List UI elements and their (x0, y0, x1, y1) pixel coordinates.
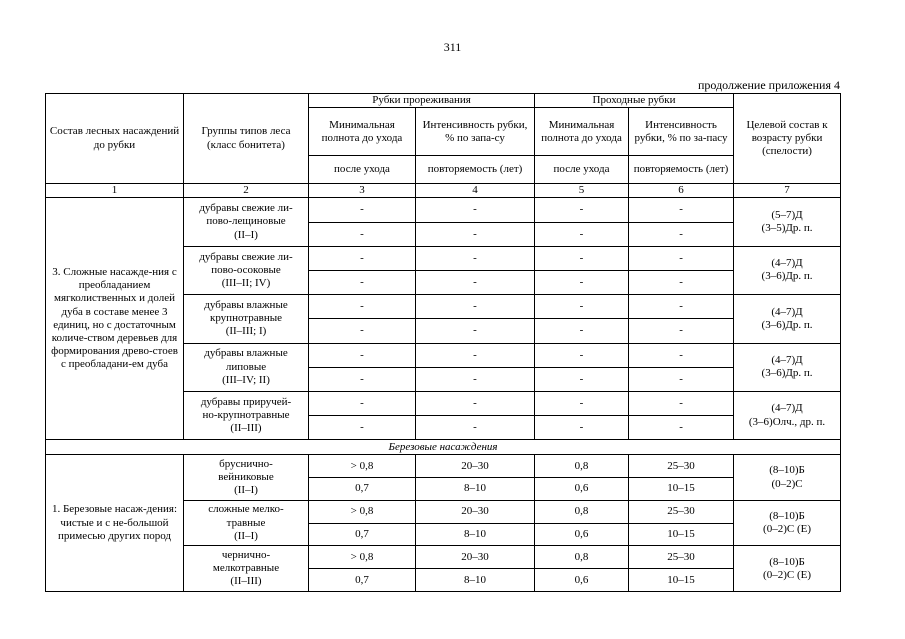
value-cell: - (535, 319, 629, 343)
value-cell: 8–10 (416, 523, 535, 546)
value-cell: - (535, 416, 629, 440)
target-composition-cell: (8–10)Б (0–2)С (Е) (734, 500, 841, 546)
value-cell: - (309, 367, 416, 391)
value-cell: - (416, 295, 535, 319)
value-cell: - (629, 319, 734, 343)
value-cell: 25–30 (629, 546, 734, 569)
header-after-thin: после ухода (309, 156, 416, 184)
value-cell: - (309, 246, 416, 270)
value-cell: 20–30 (416, 546, 535, 569)
value-cell: - (416, 246, 535, 270)
value-cell: - (416, 367, 535, 391)
forest-type-cell: сложные мелко- травные (II–I) (184, 500, 309, 546)
section-title: Березовые насаждения (46, 440, 841, 455)
column-number: 6 (629, 184, 734, 198)
column-number: 7 (734, 184, 841, 198)
forest-type-cell: дубравы свежие ли- пово-осоковые (III–II; IV) (184, 246, 309, 294)
target-composition-cell: (5–7)Д (3–5)Др. п. (734, 198, 841, 246)
forest-type-cell: дубравы свежие ли- пово-лещиновые (II–I) (184, 198, 309, 246)
value-cell: 0,7 (309, 569, 416, 592)
value-cell: - (535, 246, 629, 270)
target-composition-cell: (4–7)Д (3–6)Др. п. (734, 343, 841, 391)
header-target: Целевой состав к возрасту рубки (спелости) (734, 94, 841, 184)
column-number: 4 (416, 184, 535, 198)
value-cell: 0,6 (535, 523, 629, 546)
target-composition-cell: (8–10)Б (0–2)С (Е) (734, 546, 841, 592)
value-cell: - (309, 270, 416, 294)
value-cell: - (535, 222, 629, 246)
composition-cell: 1. Березовые насаж-дения: чистые и с не-большой примесью других пород (46, 455, 184, 592)
column-number: 5 (535, 184, 629, 198)
value-cell: - (629, 391, 734, 415)
header-after-pass: после ухода (535, 156, 629, 184)
header-min-density-pass: Минимальная полнота до ухода (535, 108, 629, 156)
value-cell: - (416, 270, 535, 294)
value-cell: 0,8 (535, 500, 629, 523)
value-cell: 0,6 (535, 569, 629, 592)
target-composition-cell: (4–7)Д (3–6)Олч., др. п. (734, 391, 841, 439)
value-cell: - (629, 222, 734, 246)
value-cell: 25–30 (629, 455, 734, 478)
value-cell: 20–30 (416, 455, 535, 478)
forest-type-cell: чернично- мелкотравные (II–III) (184, 546, 309, 592)
value-cell: - (416, 343, 535, 367)
value-cell: 10–15 (629, 569, 734, 592)
value-cell: - (416, 319, 535, 343)
header-intensity-thin: Интенсивность рубки, % по запа-су (416, 108, 535, 156)
forest-type-cell: дубравы приручей- но-крупнотравные (II–III) (184, 391, 309, 439)
value-cell: - (416, 391, 535, 415)
header-intensity-pass: Интенсивность рубки, % по за-пасу (629, 108, 734, 156)
forest-type-cell: дубравы влажные липовые (III–IV; II) (184, 343, 309, 391)
value-cell: - (416, 198, 535, 222)
target-composition-cell: (4–7)Д (3–6)Др. п. (734, 295, 841, 343)
value-cell: 10–15 (629, 523, 734, 546)
value-cell: - (629, 198, 734, 222)
value-cell: - (535, 367, 629, 391)
value-cell: - (416, 222, 535, 246)
value-cell: 25–30 (629, 500, 734, 523)
value-cell: - (309, 295, 416, 319)
column-number: 3 (309, 184, 416, 198)
value-cell: 0,7 (309, 478, 416, 501)
value-cell: - (535, 343, 629, 367)
value-cell: 20–30 (416, 500, 535, 523)
value-cell: - (535, 295, 629, 319)
section-row (46, 440, 841, 455)
value-cell: 8–10 (416, 569, 535, 592)
composition-cell: 3. Сложные насажде-ния с преобладанием мягколиственных и долей дуба в составе менее 3 единиц, но с достаточным количе-ством деревьев для формирования древо-стоев с преобладани-ем дуба (46, 198, 184, 440)
column-numbers-row (46, 184, 841, 198)
value-cell: - (416, 416, 535, 440)
header-forest-type: Группы типов леса (класс бонитета) (184, 94, 309, 184)
value-cell: - (309, 198, 416, 222)
value-cell: 10–15 (629, 478, 734, 501)
value-cell: - (629, 295, 734, 319)
value-cell: - (309, 416, 416, 440)
table-row (46, 198, 841, 222)
value-cell: 8–10 (416, 478, 535, 501)
value-cell: > 0,8 (309, 546, 416, 569)
header-composition: Состав лесных насаждений до рубки (46, 94, 184, 184)
table-row (46, 455, 841, 478)
header-repeat-thin: повторяемость (лет) (416, 156, 535, 184)
page-number: 311 (443, 40, 462, 54)
value-cell: 0,8 (535, 546, 629, 569)
value-cell: - (629, 246, 734, 270)
forest-type-cell: дубравы влажные крупнотравные (II–III; I) (184, 295, 309, 343)
value-cell: 0,7 (309, 523, 416, 546)
target-composition-cell: (4–7)Д (3–6)Др. п. (734, 246, 841, 294)
value-cell: - (309, 222, 416, 246)
header-repeat-pass: повторяемость (лет) (629, 156, 734, 184)
value-cell: - (309, 319, 416, 343)
value-cell: - (535, 198, 629, 222)
continuation-label: продолжение приложения 4 (698, 78, 840, 92)
column-number: 1 (46, 184, 184, 198)
value-cell: - (629, 367, 734, 391)
value-cell: - (629, 343, 734, 367)
forest-type-cell: брусничнo- вейниковые (II–I) (184, 455, 309, 501)
value-cell: - (629, 270, 734, 294)
header-thinning: Рубки прореживания (309, 94, 535, 108)
value-cell: 0,8 (535, 455, 629, 478)
value-cell: - (535, 270, 629, 294)
value-cell: - (535, 391, 629, 415)
value-cell: > 0,8 (309, 455, 416, 478)
header-passing: Проходные рубки (535, 94, 734, 108)
forest-table (45, 93, 841, 592)
value-cell: - (309, 391, 416, 415)
value-cell: > 0,8 (309, 500, 416, 523)
value-cell: - (629, 416, 734, 440)
value-cell: - (309, 343, 416, 367)
header-min-density-thin: Минимальная полнота до ухода (309, 108, 416, 156)
target-composition-cell: (8–10)Б (0–2)С (734, 455, 841, 501)
value-cell: 0,6 (535, 478, 629, 501)
column-number: 2 (184, 184, 309, 198)
